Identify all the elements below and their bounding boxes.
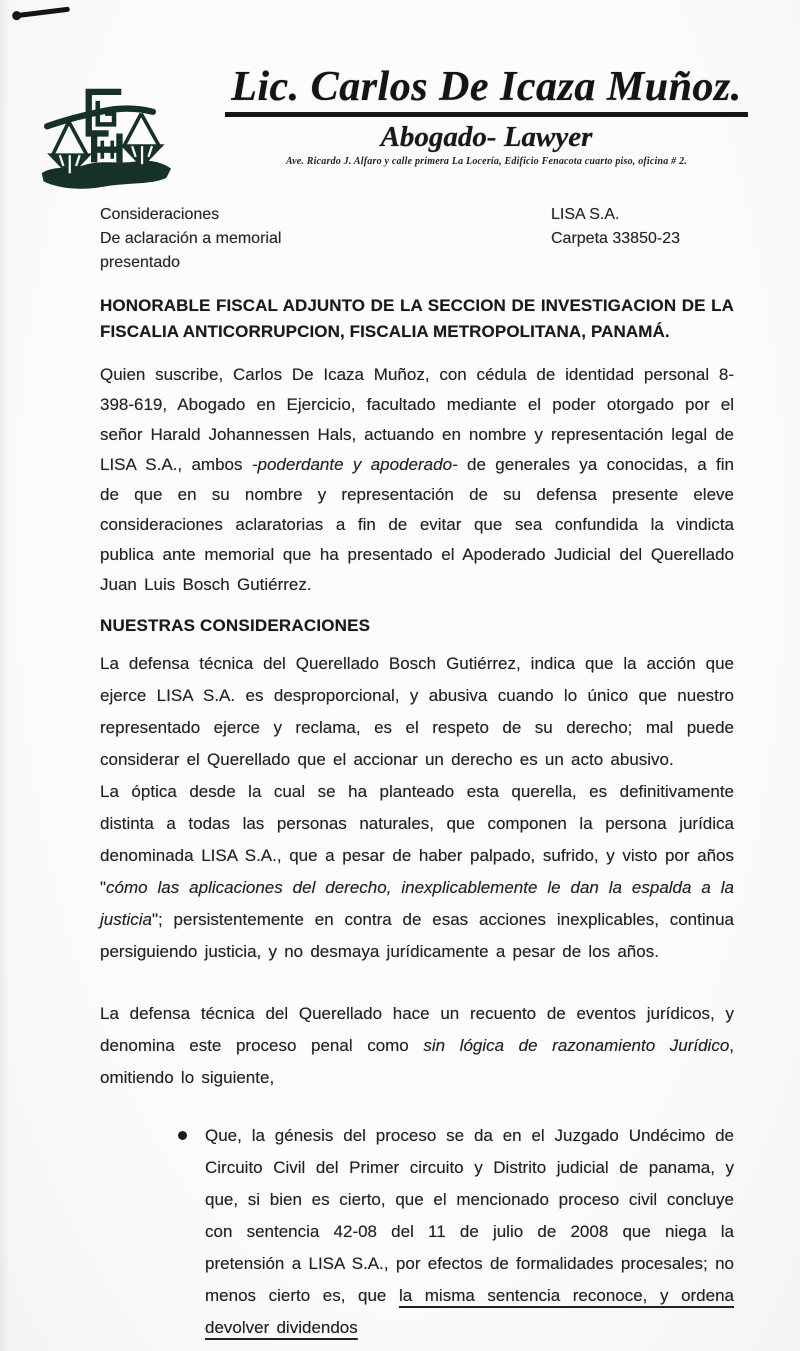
- reference-subject-line: presentado: [100, 254, 181, 271]
- paragraph-text-underlined: la misma sentencia reconoce, y ordena devolver dividendos: [205, 1286, 734, 1337]
- lawyer-subtitle: Abogado- Lawyer: [380, 121, 593, 153]
- reference-case-number: Carpeta 33850-23: [551, 230, 680, 247]
- list-item: [178, 1120, 734, 1344]
- paragraph-text-italic: cómo las aplicaciones del derecho, inexplicablemente le dan la espalda a la justicia: [100, 878, 734, 929]
- paragraph-text: "; persistentemente en contra de esas acciones inexplicables, continua persiguiendo justicia, y no desmaya jurídicamente a pesar de los años.: [100, 910, 734, 961]
- addressee-heading: HONORABLE FISCAL ADJUNTO DE LA SECCION DE INVESTIGACION DE LA FISCALIA ANTICORRUPCION, FISCALIA METROPOLITANA, PANAMÁ.: [100, 296, 734, 341]
- reference-subject-line: Consideraciones: [100, 206, 220, 223]
- paragraph-text-italic: sin lógica de razonamiento Jurídico: [423, 1036, 730, 1055]
- paragraph-considerations-1: La defensa técnica del Querellado Bosch Gutiérrez, indica que la acción que ejerce LISA S.A. es desproporcional, y abusiva cuando lo único que nuestro representado ejerce y reclama, es el respeto de su derecho; mal puede considerar el Querellado que el accionar un derecho es un acto abusivo.: [100, 654, 734, 769]
- reference-block: [100, 203, 740, 275]
- paragraph-text: Que, la génesis del proceso se da en el Juzgado Undécimo de Circuito Civil del Primer circuito y Distrito judicial de panama, y que, si bien es cierto, que el mencionado proceso civil concluye con sentencia 42-08 del 11 de julio de 2008 que niega la pretensión a LISA S.A., por efectos de formalidades procesales; no menos cierto es, que: [205, 1126, 734, 1305]
- paragraph-considerations-3: [100, 998, 734, 1094]
- paragraph-considerations-2: [100, 776, 734, 968]
- scales-of-justice-icon: [30, 72, 180, 194]
- section-heading: NUESTRAS CONSIDERACIONES: [100, 616, 371, 635]
- reference-case: [551, 203, 680, 251]
- letterhead: [0, 0, 800, 200]
- paragraph-text-italic: -poderdante y apoderado-: [251, 455, 458, 474]
- lawyer-name-title: Lic. Carlos De Icaza Muñoz.: [225, 66, 748, 117]
- paragraph-text: Quien suscribe, Carlos De Icaza Muñoz, con cédula de identidad personal 8-398-619, Abogado en Ejercicio, facultado mediante el poder otorgado por el señor Harald Johannessen Hals, actuando en nombre y representación legal de LISA S.A., ambos: [100, 365, 734, 474]
- bullet-icon: [178, 1131, 187, 1140]
- paragraph-text: La óptica desde la cual se ha planteado esta querella, es definitivamente distinta a todas las personas naturales, que componen la persona jurídica denominada LISA S.A., que a pesar de haber palpado, sufrido, y visto por años ": [100, 782, 734, 897]
- reference-client-name: LISA S.A.: [551, 206, 620, 223]
- paragraph-introduction: [100, 360, 734, 600]
- paragraph-text: , omitiendo lo siguiente,: [100, 1036, 735, 1087]
- paragraph-text: La defensa técnica del Querellado hace un recuento de eventos jurídicos, y denomina este proceso penal como: [100, 1004, 734, 1055]
- bullet-paragraph: [205, 1120, 734, 1344]
- paragraph-text: de generales ya conocidas, a fin de que en su nombre y representación de su defensa presente eleve consideraciones aclaratorias a fin de evitar que sea confundida la vindicta publica ante memorial que ha presentado el Apoderado Judicial del Querellado Juan Luis Bosch Gutiérrez.: [100, 455, 734, 594]
- reference-subject-line: De aclaración a memorial: [100, 230, 282, 247]
- document-body: [100, 293, 734, 1344]
- office-address: Ave. Ricardo J. Alfaro y calle primera La Locería, Edificio Fenacota cuarto piso, oficina # 2.: [286, 156, 687, 167]
- letterhead-text: [185, 66, 788, 167]
